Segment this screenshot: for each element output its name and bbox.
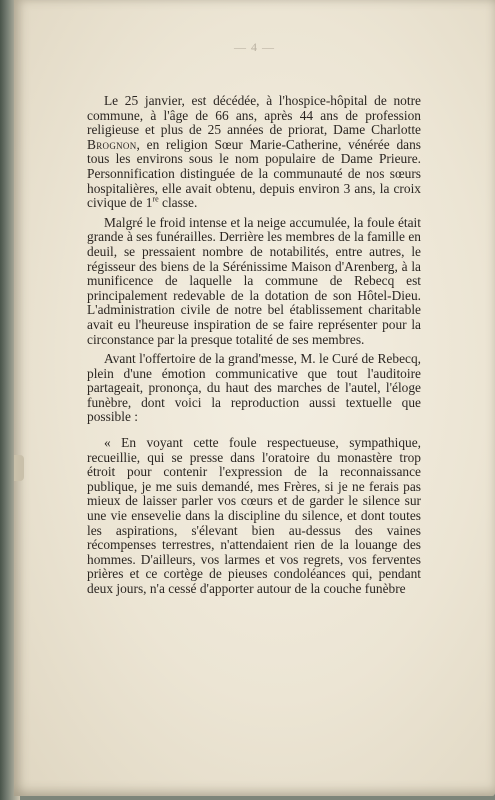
page-number: — 4 — — [234, 40, 275, 54]
paragraph-funeral: Malgré le froid intense et la neige accumulée, la foule était grande à ses funérailles. Derrière les membres de la famille en deuil, se pressaient nombre de notabilités, entre autres, le régisseur des biens de la Sérénissime Maison d'Arenberg, à la munificence de laquelle la commune de Rebecq est principalement redevable de la dotation de son Hôtel-Dieu. L'administration civile de notre bel établissement charitable avait eu l'heureuse inspiration de se faire représenter pour la circonstance par la presque totalité de ses membres. — [87, 214, 421, 347]
paragraph-obituary-part-c: classe. — [158, 195, 198, 211]
ordinal-superscript: re — [152, 194, 159, 204]
paragraph-eulogy-quote: « En voyant cette foule respectueuse, sympathique, recueillie, qui se presse dans l'oratoire du monastère trop étroit pour contenir l'expression de la reconnaissance publique, je me suis demandé, mes Frères, si je ne ferais pas mieux de laisser parler vos cœurs et de garder le silence sur une vie ensevelie dans la discipline du silence, et dont toutes les aspirations, s'élevant bien au-dessus des vaines récompenses terrestres, n'attendaient rien de la louange des hommes. D'ailleurs, vos larmes et vos regrets, vos ferventes prières et ce cortège de pieuses condoléances qui, pendant deux jours, n'a cessé d'apporter autour de la couche funèbre — [87, 435, 421, 596]
paragraph-obituary — [87, 94, 421, 211]
document-page — [14, 0, 495, 796]
body-text — [87, 94, 421, 602]
surname-brognon: Brognon — [87, 136, 137, 152]
paragraph-obituary-part-a: Le 25 janvier, est décédée, à l'hospice-hôpital de notre commune, à l'âge de 66 ans, après 44 ans de profession religieuse et plus de 25 années de priorat, Dame Charlotte — [87, 93, 421, 138]
paragraph-eulogy-intro: Avant l'offertoire de la grand'messe, M. le Curé de Rebecq, plein d'une émotion communicative que tout l'auditoire partageait, prononça, du haut des marches de l'autel, l'éloge funèbre, dont voici la reproduction aussi textuelle que possible : — [87, 351, 421, 425]
page-fold-mark — [14, 455, 24, 481]
paragraph-obituary-part-b: , en religion Sœur Marie-Catherine, vénérée dans tous les environs sous le nom populaire de Dame Prieure. Personnification distinguée de la communauté de nos sœurs hospitalières, elle avait obtenu, depuis environ 3 ans, la croix civique de 1 — [87, 136, 421, 211]
